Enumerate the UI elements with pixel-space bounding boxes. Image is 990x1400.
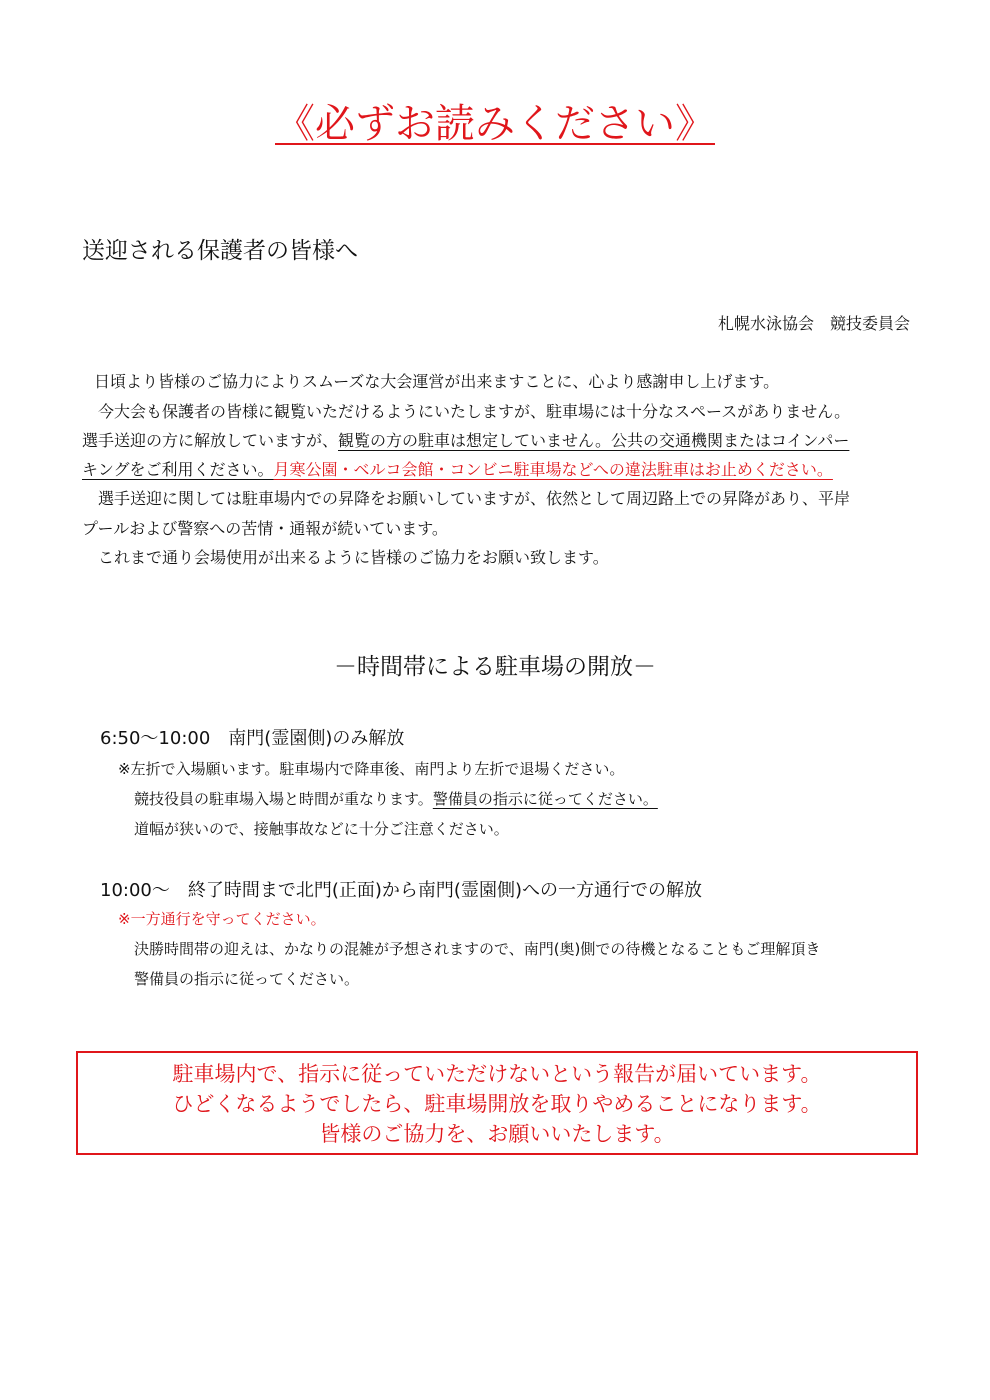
- slot1-note-3: 道幅が狭いので、接触事故などに十分ご注意ください。: [134, 820, 509, 838]
- slot2-note-1: ※一方通行を守ってください。: [118, 910, 326, 928]
- slot2-heading: 10:00～ 終了時間まで北門(正面)から南門(霊園側)への一方通行での解放: [100, 880, 702, 901]
- page-title: 《必ずお読みください》: [275, 101, 715, 147]
- warning-line-3: 皆様のご協力を、お願いいたします。: [319, 1122, 675, 1146]
- slot1-note-1: ※左折で入場願います。駐車場内で降車後、南門より左折で退場ください。: [118, 760, 625, 778]
- slot2-note-2: 決勝時間帯の迎えは、かなりの混雑が予想されますので、南門(奥)側での待機となることもご理解頂き: [134, 940, 821, 958]
- intro-line-4-underlined: キングをご利用ください。: [82, 460, 274, 479]
- intro-line-5: 選手送迎に関しては駐車場内での昇降をお願いしていますが、依然として周辺路上での昇降があり、平岸: [98, 489, 851, 508]
- warning-line-2: ひどくなるようでしたら、駐車場開放を取りやめることになります。: [172, 1092, 822, 1116]
- slot1-note-2-plain: 競技役員の駐車場入場と時間が重なります。: [134, 790, 433, 808]
- organization-name: 札幌水泳協会 競技委員会: [717, 314, 910, 333]
- intro-line-4: [82, 455, 833, 485]
- warning-line-1: 駐車場内で、指示に従っていただけないという報告が届いています。: [172, 1062, 822, 1086]
- slot1-heading: 6:50～10:00 南門(霊園側)のみ解放: [100, 728, 405, 749]
- intro-line-3-plain: 選手送迎の方に解放していますが、: [82, 431, 339, 450]
- illegal-parking-warning: 月寒公園・ベルコ会館・コンビニ駐車場などへの違法駐車はお止めください。: [273, 460, 833, 479]
- intro-line-1: 日頃より皆様のご協力によりスムーズな大会運営が出来ますことに、心より感謝申し上げます。: [94, 372, 780, 391]
- slot1-note-2-underlined: 警備員の指示に従ってください。: [432, 790, 658, 808]
- intro-line-7: これまで通り会場使用が出来るように皆様のご協力をお願い致します。: [98, 548, 609, 567]
- slot2-note-3: 警備員の指示に従ってください。: [134, 970, 360, 988]
- intro-line-3-underlined: 観覧の方の駐車は想定していません。公共の交通機関またはコインパー: [338, 431, 850, 450]
- addressee-heading: 送迎される保護者の皆様へ: [82, 238, 358, 264]
- intro-line-2: 今大会も保護者の皆様に観覧いただけるようにいたしますが、駐車場には十分なスペースがありません。: [98, 402, 851, 421]
- section-title: －時間帯による駐車場の開放－: [334, 654, 656, 680]
- slot1-note-2: [134, 788, 658, 809]
- intro-line-3: [82, 426, 849, 456]
- warning-box: [76, 1051, 918, 1155]
- intro-line-6: プールおよび警察への苦情・通報が続いています。: [82, 519, 448, 538]
